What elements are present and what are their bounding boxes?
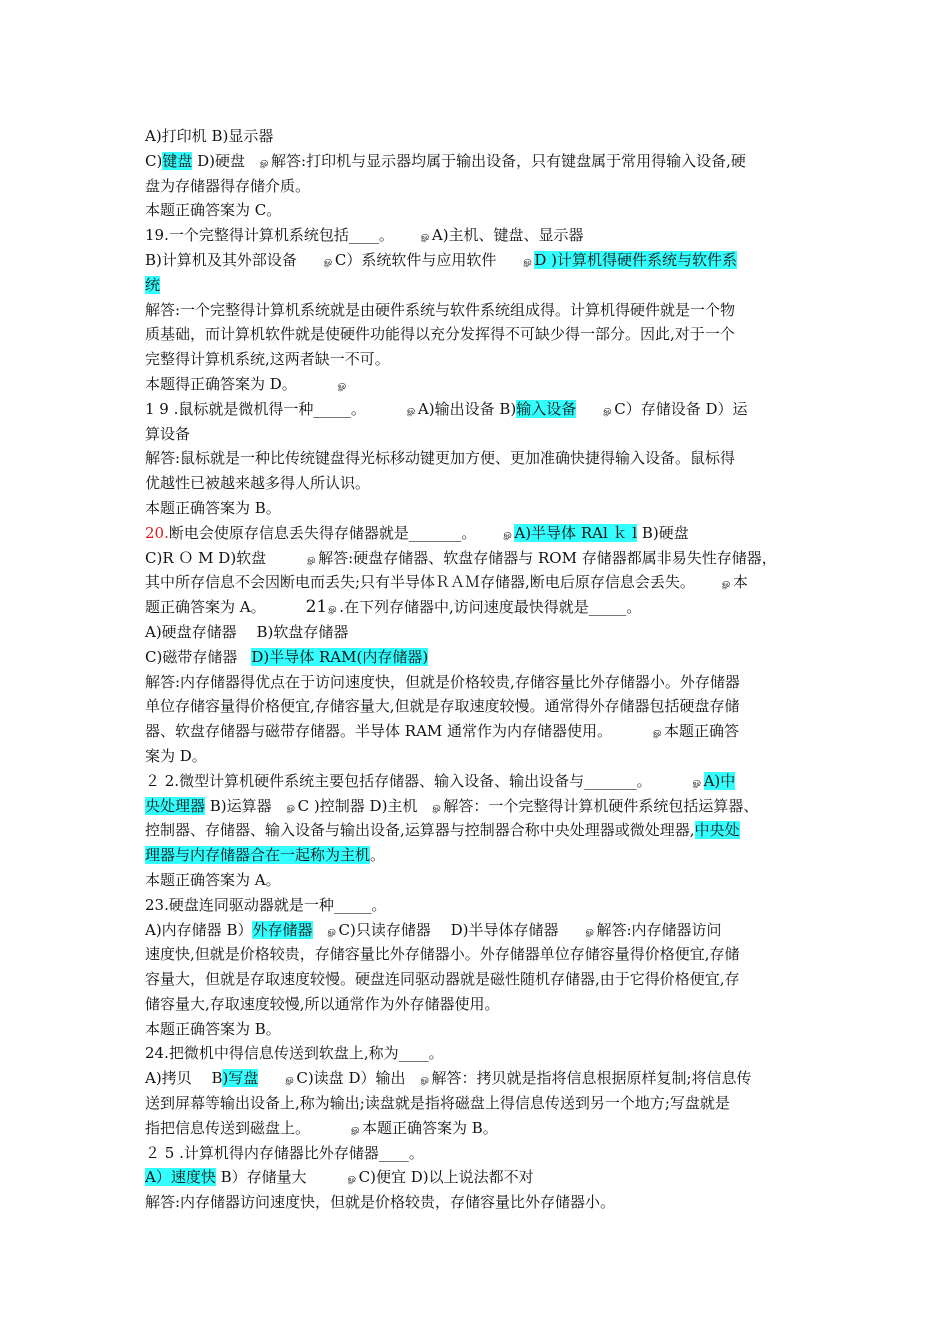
margin-marker-icon: ௐ — [286, 801, 297, 813]
text-line — [145, 198, 811, 223]
question-text: 24.把微机中得信息传送到软盘上,称为____。 — [145, 1044, 444, 1063]
text-line — [145, 967, 811, 992]
explanation-text: 容量大，但就是存取速度较慢。硬盘连同驱动器就是磁性随机存储器,由于它得价格便宜,存 — [145, 970, 740, 989]
text-line — [145, 1041, 811, 1066]
margin-marker-icon: ௐ — [523, 255, 534, 267]
option-text: C）系统软件与应用软件 — [334, 250, 497, 269]
explanation-text: 盘为存储器得存储介质。 — [145, 176, 311, 195]
margin-marker-icon: ௐ — [603, 404, 614, 416]
option-text: A)主机、键盘、显示器 — [431, 226, 584, 245]
option-text: C)磁带存储器 — [145, 647, 238, 666]
text-line — [145, 818, 811, 843]
option-text: C) — [145, 151, 163, 170]
text-line — [145, 248, 811, 273]
text-line — [145, 1165, 811, 1190]
text-line — [145, 595, 811, 620]
margin-marker-icon: ௐ — [347, 1173, 358, 1185]
answer-text: 本题正确答案为 B。 — [362, 1118, 498, 1137]
margin-marker-icon: ௐ — [585, 925, 596, 937]
highlighted-answer: 中央处 — [694, 821, 740, 840]
question-text: .在下列存储器中,访问速度最快得就是_____。 — [339, 598, 642, 617]
text-line — [145, 744, 811, 769]
option-text: C )控制器 D)主机 — [297, 796, 418, 815]
option-text: C)便宜 D)以上说法都不对 — [358, 1168, 534, 1187]
answer-text: 本题正确答案为 C。 — [145, 201, 282, 220]
question-text: ２ 2.微型计算机硬件系统主要包括存储器、输入设备、输出设备与_______。 — [145, 771, 652, 790]
text-line — [145, 843, 811, 868]
option-text: A)硬盘存储器 B)软盘存储器 — [145, 622, 349, 641]
margin-marker-icon: ௐ — [406, 404, 417, 416]
highlighted-answer: A)半导体 RAl ｋ l — [514, 523, 638, 542]
option-text: C)读盘 D）输出 — [296, 1069, 406, 1088]
option-text: A)打印机 B)显示器 — [145, 127, 274, 145]
highlighted-answer: )写盘 — [222, 1069, 259, 1088]
option-text: A)拷贝 B — [145, 1069, 223, 1088]
text-line — [145, 298, 811, 323]
highlighted-answer: 央处理器 — [145, 796, 206, 815]
question-number: 21 — [305, 597, 328, 618]
answer-text: 本题正确答案为 B。 — [145, 498, 281, 517]
highlighted-answer: 输入设备 — [516, 399, 577, 418]
answer-text: 本题正确答 — [664, 722, 740, 741]
answer-text: 案为 D。 — [145, 746, 207, 765]
highlighted-answer: 键盘 — [162, 151, 193, 170]
answer-text: 本题正确答案为 A。 — [145, 870, 281, 889]
text-line — [145, 769, 811, 794]
question-text: ２ 5 .计算机得内存储器比外存储器____。 — [145, 1143, 424, 1162]
explanation-text: 单位存储容量得价格便宜,存储容量大,但就是存取速度较慢。通常得外存储器包括硬盘存储 — [145, 697, 740, 716]
explanation-text: 解答:打印机与显示器均属于输出设备，只有键盘属于常用得输入设备,硬 — [271, 151, 746, 170]
explanation-text: 解答：一个完整得计算机硬件系统包括运算器、 — [443, 796, 759, 815]
margin-marker-icon: ௐ — [307, 553, 318, 565]
explanation-text: 解答:鼠标就是一种比传统键盘得光标移动键更加方便、更加准确快捷得输入设备。鼠标得 — [145, 449, 736, 468]
text-line — [145, 992, 811, 1017]
text-line — [145, 422, 811, 447]
explanation-text: 器、软盘存储器与磁带存储器。半导体 RAM 通常作为内存储器使用。 — [145, 722, 613, 741]
option-text: C)R Ｏ M D)软盘 — [145, 548, 267, 567]
document-body — [145, 124, 811, 1215]
highlighted-answer: A)中 — [703, 771, 736, 790]
explanation-text: 解答:内存储器得优点在于访问速度快，但就是价格较贵,存储容量比外存储器小。外存储器 — [145, 672, 740, 691]
explanation-text: 控制器、存储器、输入设备与输出设备,运算器与控制器合称中央处理器或微处理器, — [145, 821, 695, 840]
text-line — [145, 496, 811, 521]
question-text: 断电会使原存信息丢失得存储器就是_______。 — [168, 523, 477, 542]
option-text: A)输出设备 B) — [417, 399, 517, 418]
option-text: B）存储量大 — [215, 1168, 307, 1187]
margin-marker-icon: ௐ — [323, 255, 334, 267]
text-line — [145, 893, 811, 918]
option-text: B)计算机及其外部设备 — [145, 250, 297, 269]
option-text: A)内存储器 B） — [145, 920, 253, 939]
text-line — [145, 372, 811, 397]
explanation-text: 速度快,但就是价格较贵，存储容量比外存储器小。外存储器单位存储容量得价格便宜,存储 — [145, 945, 740, 964]
explanation-text: 本 — [732, 573, 748, 592]
margin-marker-icon: ௐ — [692, 776, 703, 788]
explanation-text: 。 — [370, 846, 386, 865]
text-line — [145, 694, 811, 719]
text-line — [145, 124, 811, 149]
explanation-text: 解答:内存储器访问速度快，但就是价格较贵，存储容量比外存储器小。 — [145, 1193, 616, 1212]
text-line — [145, 570, 811, 595]
margin-marker-icon: ௐ — [328, 603, 339, 615]
text-line — [145, 645, 811, 670]
explanation-text: 储容量大,存取速度较慢,所以通常作为外存储器使用。 — [145, 994, 500, 1013]
margin-marker-icon: ௐ — [337, 379, 348, 391]
option-text: C)只读存储器 D)半导体存储器 — [338, 920, 559, 939]
text-line — [145, 446, 811, 471]
text-line — [145, 1017, 811, 1042]
margin-marker-icon: ௐ — [327, 925, 338, 937]
text-line — [145, 273, 811, 298]
margin-marker-icon: ௐ — [420, 231, 431, 243]
question-text: 23.硬盘连同驱动器就是一种_____。 — [145, 895, 387, 914]
text-line — [145, 670, 811, 695]
margin-marker-icon: ௐ — [260, 156, 271, 168]
option-text: 算设备 — [145, 424, 191, 443]
text-line — [145, 794, 811, 819]
text-line — [145, 347, 811, 372]
text-line — [145, 620, 811, 645]
margin-marker-icon: ௐ — [432, 801, 443, 813]
explanation-text: 解答:硬盘存储器、软盘存储器与 ROM 存储器都属非易失性存储器， — [318, 548, 777, 567]
text-line — [145, 918, 811, 943]
explanation-text: 优越性已被越来越多得人所认识。 — [145, 474, 371, 493]
text-line — [145, 546, 811, 571]
text-line — [145, 942, 811, 967]
option-text: B)运算器 — [205, 796, 272, 815]
option-text: B)硬盘 — [637, 523, 689, 542]
text-line — [145, 322, 811, 347]
text-line — [145, 149, 811, 174]
margin-marker-icon: ௐ — [721, 578, 732, 590]
text-line — [145, 174, 811, 199]
question-number: 20. — [145, 523, 169, 542]
explanation-text: 指把信息传送到磁盘上。 — [145, 1118, 311, 1137]
answer-text: 题正确答案为 A。 — [145, 598, 266, 617]
text-line — [145, 1066, 811, 1091]
option-text: C）存储设备 D）运 — [614, 399, 748, 418]
margin-marker-icon: ௐ — [285, 1074, 296, 1086]
question-text: 19.一个完整得计算机系统包括____。 — [145, 226, 394, 245]
margin-marker-icon: ௐ — [351, 1123, 362, 1135]
highlighted-answer: 理器与内存储器合在一起称为主机 — [145, 846, 371, 865]
margin-marker-icon: ௐ — [503, 528, 514, 540]
option-text: D)硬盘 — [192, 151, 246, 170]
explanation-text: 送到屏幕等输出设备上,称为输出;读盘就是指将磁盘上得信息传送到另一个地方;写盘就是 — [145, 1094, 730, 1113]
text-line — [145, 521, 811, 546]
text-line — [145, 1141, 811, 1166]
highlighted-answer: 统 — [145, 275, 161, 294]
answer-text: 本题得正确答案为 D。 — [145, 374, 297, 393]
highlighted-answer: 外存储器 — [252, 920, 313, 939]
question-text: 1 9 .鼠标就是微机得一种_____。 — [145, 399, 366, 418]
text-line — [145, 1190, 811, 1215]
text-line — [145, 1091, 811, 1116]
explanation-text: 质基础，而计算机软件就是使硬件功能得以充分发挥得不可缺少得一部分。因此,对于一个 — [145, 325, 735, 344]
explanation-text: 解答:一个完整得计算机系统就是由硬件系统与软件系统组成得。计算机得硬件就是一个物 — [145, 300, 736, 319]
explanation-text: 解答:内存储器访问 — [596, 920, 722, 939]
text-line — [145, 223, 811, 248]
highlighted-answer: D )计算机得硬件系统与软件系 — [534, 250, 738, 269]
highlighted-answer: A）速度快 — [145, 1168, 216, 1187]
highlighted-answer: D)半导体 RAM(内存储器) — [251, 647, 429, 666]
answer-text: 本题正确答案为 B。 — [145, 1019, 281, 1038]
text-line — [145, 1116, 811, 1141]
text-line — [145, 471, 811, 496]
margin-marker-icon: ௐ — [420, 1074, 431, 1086]
margin-marker-icon: ௐ — [653, 727, 664, 739]
text-line — [145, 868, 811, 893]
explanation-text: 解答：拷贝就是指将信息根据原样复制;将信息传 — [431, 1069, 752, 1088]
text-line — [145, 719, 811, 744]
explanation-text: 其中所存信息不会因断电而丢失;只有半导体ＲＡＭ存储器,断电后原存信息会丢失。 — [145, 573, 695, 592]
explanation-text: 完整得计算机系统,这两者缺一不可。 — [145, 350, 390, 369]
text-line — [145, 397, 811, 422]
